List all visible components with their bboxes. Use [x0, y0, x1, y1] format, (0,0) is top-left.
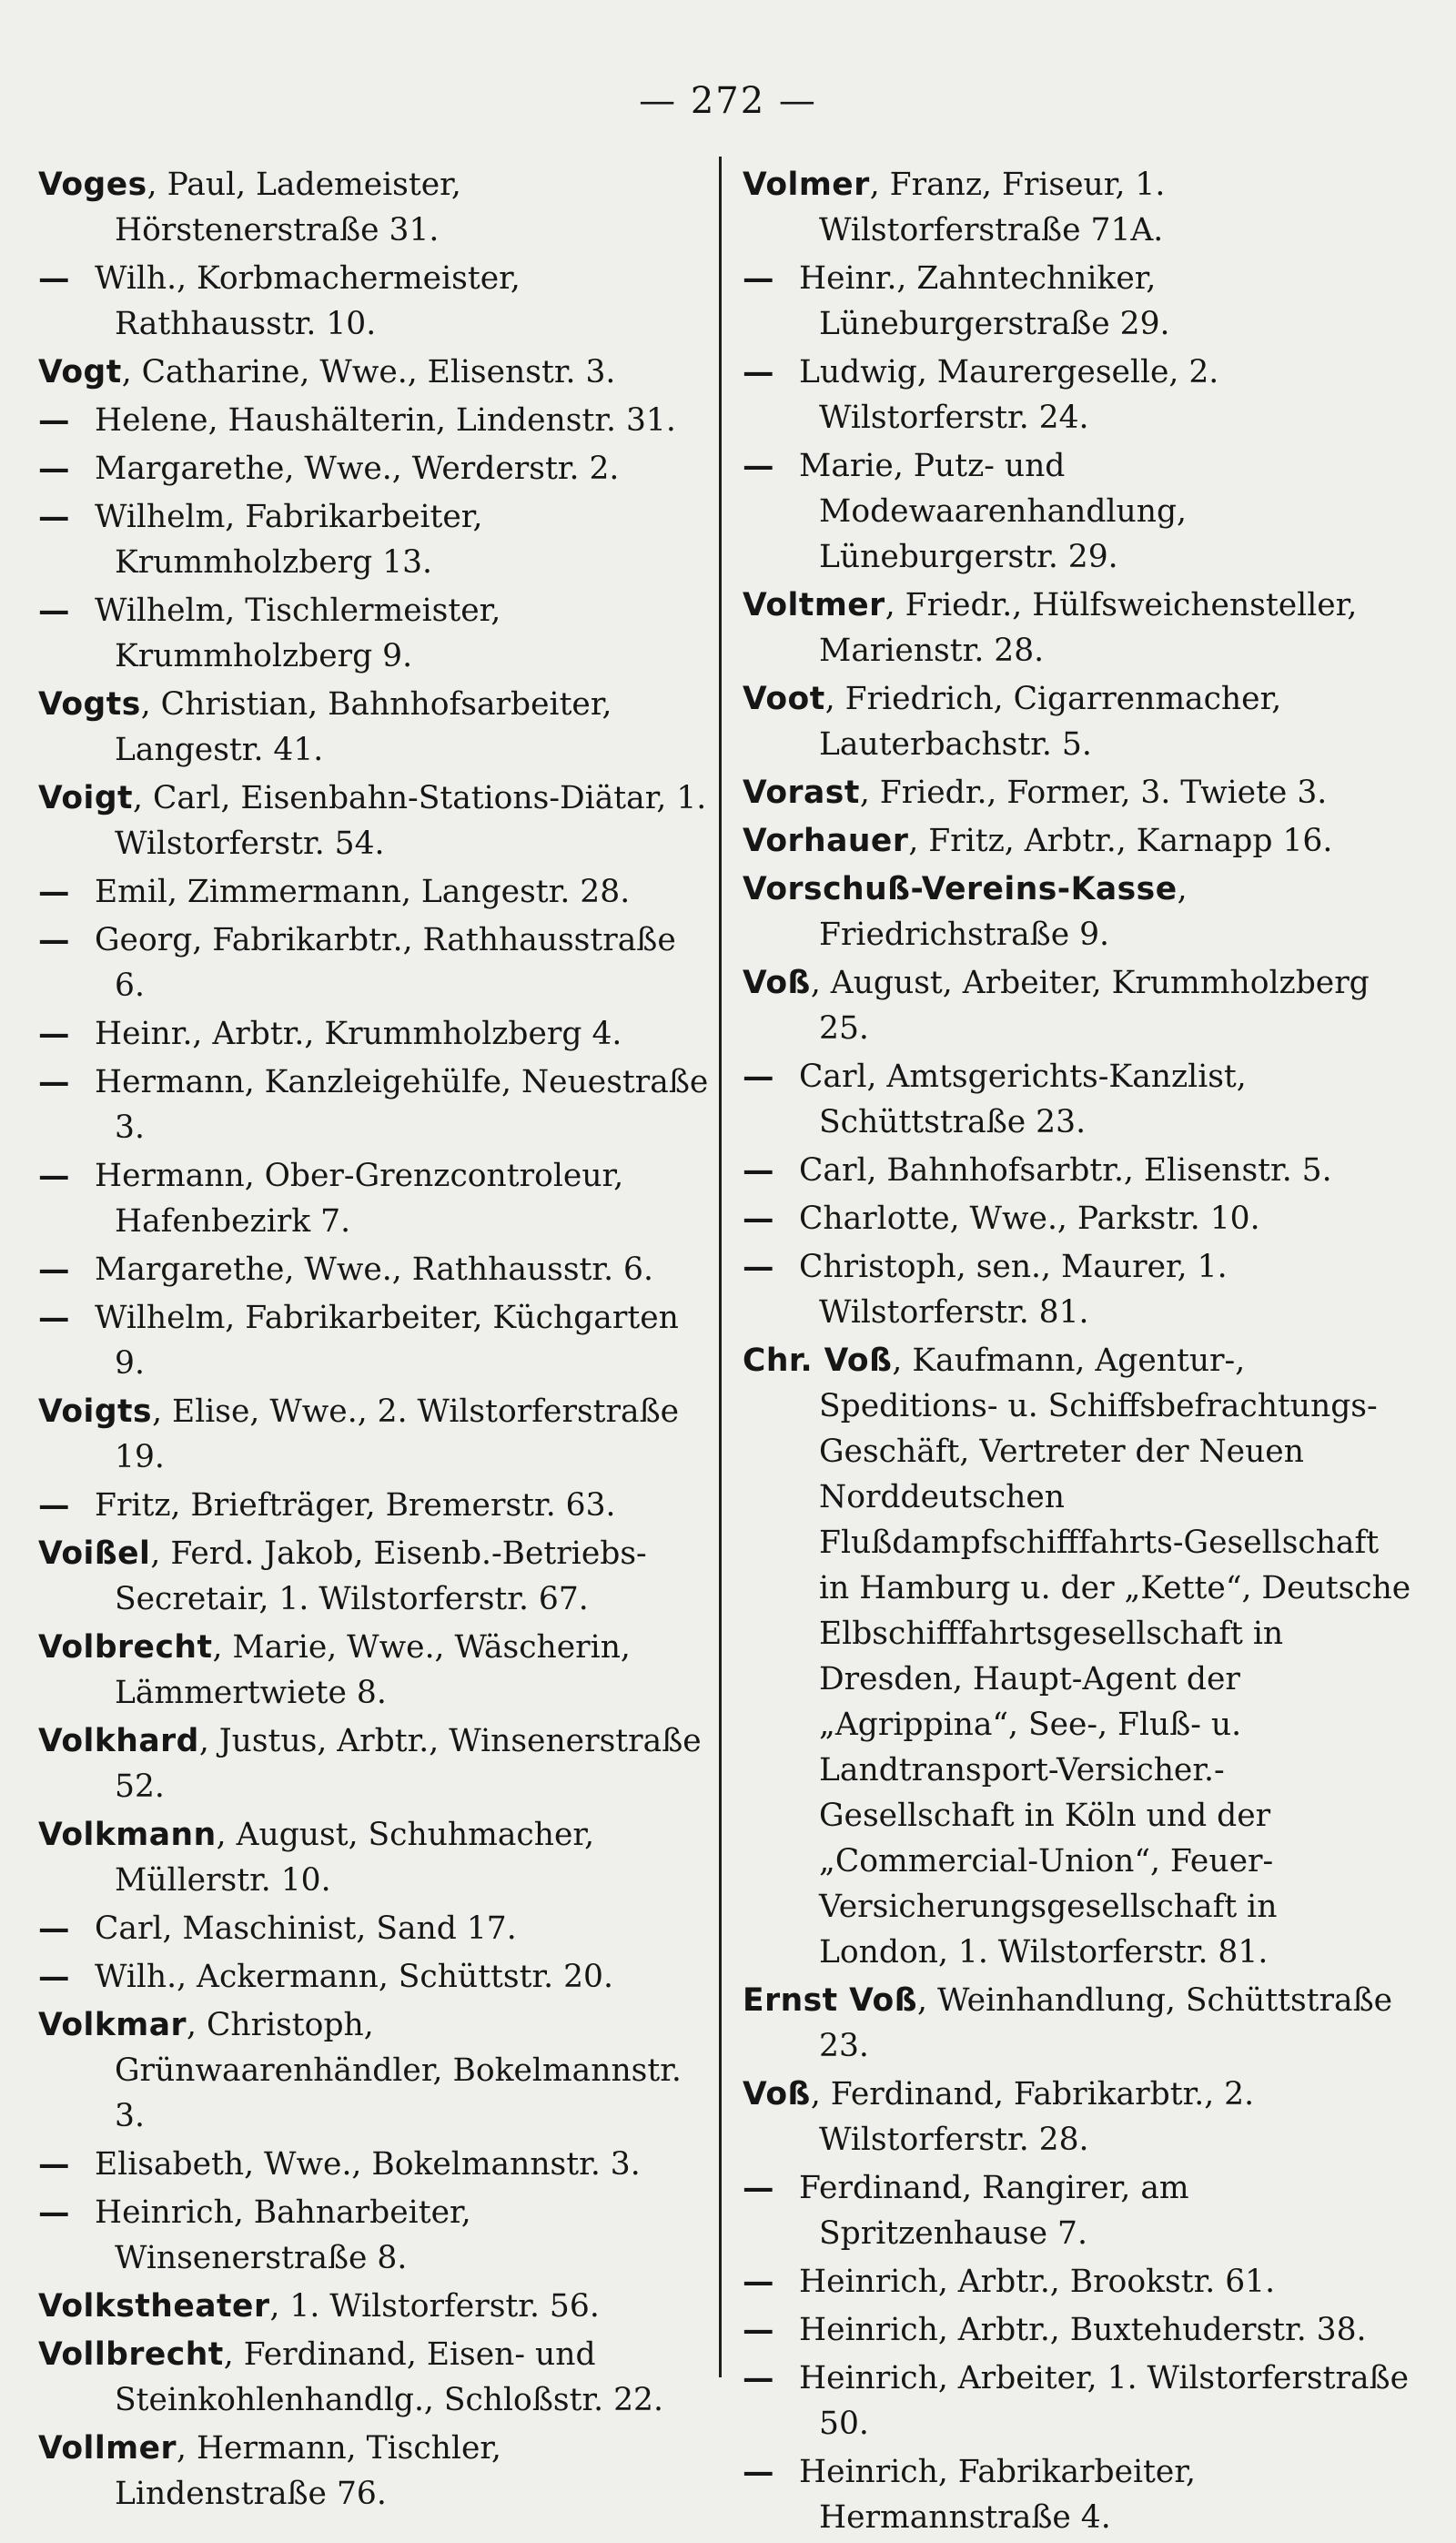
entry-detail: Heinrich, Bahnarbeiter, Winsenerstraße 8. [95, 2194, 471, 2276]
entry-detail: Ludwig, Maurergeselle, 2. Wilstorferstr. 24. [799, 354, 1219, 436]
directory-entry [38, 494, 712, 585]
entry-detail: , August, Schuhmacher, Müllerstr. 10. [115, 1817, 595, 1899]
directory-entry [38, 446, 712, 491]
entry-detail: Margarethe, Wwe., Werderstr. 2. [95, 451, 620, 487]
entry-surname: Vogt [38, 354, 122, 390]
entry-detail: , Franz, Friseur, 1. Wilstorferstraße 71A. [819, 167, 1166, 248]
entry-surname: Volkmann [38, 1817, 217, 1853]
entry-detail: Wilh., Ackermann, Schüttstr. 20. [95, 1959, 613, 1995]
entry-surname: Voß [743, 2076, 811, 2112]
ditto-dash: — [743, 2312, 774, 2348]
directory-entry [743, 2072, 1416, 2163]
entry-detail: , Weinhandlung, Schüttstraße 23. [819, 1982, 1393, 2064]
directory-entry [38, 1954, 712, 2000]
entry-surname: Voot [743, 681, 825, 717]
entry-detail: Fritz, Briefträger, Bremerstr. 63. [95, 1487, 616, 1524]
left-column [33, 162, 712, 2543]
directory-entry [38, 1059, 712, 1150]
ditto-dash: — [38, 1251, 70, 1288]
entry-surname: Volmer [743, 167, 870, 203]
entry-detail: , Ferdinand, Eisen- und Steinkohlenhandlg., Schloßstr. 22. [115, 2336, 663, 2418]
directory-entry [743, 1148, 1416, 1193]
directory-entry [38, 1531, 712, 1622]
ditto-dash: — [38, 2194, 70, 2231]
entry-detail: Carl, Maschinist, Sand 17. [95, 1910, 517, 1947]
directory-entry [38, 1906, 712, 1951]
directory-entry [743, 676, 1416, 767]
ditto-dash: — [743, 2360, 774, 2396]
ditto-dash: — [38, 1158, 70, 1194]
entry-detail: , Ferd. Jakob, Eisenb.-Betriebs-Secretair, 1. Wilstorferstr. 67. [115, 1535, 647, 1617]
entry-detail: , Justus, Arbtr., Winsenerstraße 52. [115, 1723, 702, 1805]
directory-entry [743, 2449, 1416, 2540]
directory-entry [38, 1812, 712, 1903]
entry-detail: Wilhelm, Fabrikarbeiter, Küchgarten 9. [95, 1300, 679, 1382]
entry-detail: , August, Arbeiter, Krummholzberg 25. [810, 965, 1370, 1047]
ditto-dash: — [38, 1300, 70, 1336]
directory-entry [38, 682, 712, 773]
entry-detail: Margarethe, Wwe., Rathhausstr. 6. [95, 1251, 653, 1288]
entry-surname: Voigts [38, 1393, 153, 1430]
directory-entry [38, 1389, 712, 1480]
ditto-dash: — [38, 1910, 70, 1947]
entry-detail: Charlotte, Wwe., Parkstr. 10. [799, 1201, 1260, 1237]
entry-detail: Hermann, Ober-Grenzcontroleur, Hafenbezirk 7. [95, 1158, 624, 1240]
directory-entry [38, 2284, 712, 2329]
entry-detail: Heinrich, Arbtr., Buxtehuderstr. 38. [799, 2312, 1367, 2348]
ditto-dash: — [38, 260, 70, 297]
entry-detail: Heinr., Arbtr., Krummholzberg 4. [95, 1016, 622, 1052]
entry-detail: Heinrich, Arbtr., Brookstr. 61. [799, 2264, 1276, 2300]
entry-detail: Christoph, sen., Maurer, 1. Wilstorferstr. 81. [799, 1249, 1228, 1331]
entry-detail: Wilhelm, Fabrikarbeiter, Krummholzberg 13. [95, 499, 483, 581]
ditto-dash: — [38, 2146, 70, 2183]
directory-entry [743, 1054, 1416, 1145]
entry-surname: Voß [743, 965, 811, 1001]
ditto-dash: — [743, 354, 774, 390]
directory-entry [743, 2356, 1416, 2447]
entry-surname: Volkmar [38, 2007, 187, 2043]
directory-entry [743, 2307, 1416, 2353]
ditto-dash: — [743, 1059, 774, 1095]
directory-entry [38, 2190, 712, 2281]
entry-detail: Marie, Putz- und Modewaarenhandlung, Lüneburgerstr. 29. [799, 448, 1188, 575]
entry-detail: Wilh., Korbmachermeister, Rathhausstr. 10. [95, 260, 521, 342]
ditto-dash: — [38, 402, 70, 439]
ditto-dash: — [743, 2264, 774, 2300]
ditto-dash: — [743, 1152, 774, 1189]
columns [33, 162, 1416, 2543]
directory-entry [743, 2165, 1416, 2256]
directory-entry [38, 2002, 712, 2139]
page-number: — 272 — [639, 80, 817, 122]
directory-entry [38, 162, 712, 253]
entry-detail: , Friedrich, Cigarrenmacher, Lauterbachstr. 5. [819, 681, 1282, 763]
directory-entry [743, 1196, 1416, 1241]
directory-entry [743, 350, 1416, 441]
entry-surname: Volbrecht [38, 1629, 213, 1666]
directory-entry [38, 775, 712, 866]
directory-entry [38, 588, 712, 679]
ditto-dash: — [743, 448, 774, 484]
entry-surname: Volkstheater [38, 2288, 270, 2325]
ditto-dash: — [743, 1201, 774, 1237]
directory-entry [38, 2142, 712, 2187]
entry-detail: , Marie, Wwe., Wäscherin, Lämmertwiete 8. [115, 1629, 631, 1711]
directory-entry [743, 1978, 1416, 2069]
entry-detail: Helene, Haushälterin, Lindenstr. 31. [95, 402, 676, 439]
entry-detail: Heinrich, Arbeiter, 1. Wilstorferstraße 50. [799, 2360, 1410, 2442]
directory-entry [38, 398, 712, 443]
directory-entry [743, 256, 1416, 347]
ditto-dash: — [743, 1249, 774, 1285]
ditto-dash: — [38, 1959, 70, 1995]
entry-surname: Vollmer [38, 2430, 177, 2467]
directory-entry [743, 443, 1416, 580]
directory-entry [743, 2259, 1416, 2305]
entry-detail: , Paul, Lademeister, Hörstenerstraße 31. [115, 167, 461, 248]
ditto-dash: — [38, 1016, 70, 1052]
directory-entry [38, 1153, 712, 1244]
entry-surname: Chr. Voß [743, 1342, 893, 1379]
entry-detail: Ferdinand, Rangirer, am Spritzenhause 7. [799, 2170, 1189, 2252]
entry-detail: , Ferdinand, Fabrikarbtr., 2. Wilstorferstr. 28. [810, 2076, 1255, 2158]
entry-detail: Heinr., Zahntechniker, Lüneburgerstraße 29. [799, 260, 1170, 342]
directory-entry [38, 1718, 712, 1809]
ditto-dash: — [38, 1064, 70, 1100]
directory-entry [38, 256, 712, 347]
entry-detail: , Christian, Bahnhofsarbeiter, Langestr. 41. [115, 686, 612, 768]
directory-entry [743, 818, 1416, 864]
entry-detail: Carl, Amtsgerichts-Kanzlist, Schüttstraße 23. [799, 1059, 1247, 1140]
entry-detail: , Fritz, Arbtr., Karnapp 16. [908, 823, 1333, 859]
entry-detail: Emil, Zimmermann, Langestr. 28. [95, 874, 631, 910]
entry-surname: Vollbrecht [38, 2336, 224, 2373]
entry-surname: Voltmer [743, 587, 885, 623]
entry-detail: Hermann, Kanzleigehülfe, Neuestraße 3. [95, 1064, 709, 1146]
entry-detail: Wilhelm, Tischlermeister, Krummholzberg 9. [95, 593, 501, 674]
directory-entry [38, 350, 712, 395]
directory-entry [38, 1625, 712, 1716]
entry-detail: , Christoph, Grünwaarenhändler, Bokelmannstr. 3. [115, 2007, 682, 2134]
entry-surname: Vorhauer [743, 823, 909, 859]
ditto-dash: — [743, 2170, 774, 2206]
directory-entry [743, 770, 1416, 816]
entry-detail: , Kaufmann, Agentur-, Speditions- u. Schiffsbefrachtungs-Geschäft, Vertreter der Neuen Norddeutschen Flußdampfschifffahrts-Gesellschaft in Hamburg u. der „Kette“, Deutsche Elbschifffahrtsgesellschaft in Dresden, Haupt-Agent der „Agrippina“, See-, Fluß- u. Landtransport-Versicher.-Gesellschaft in Köln und der „Commercial-Union“, Feuer-Versicherungsgesellschaft in London, 1. Wilstorferstr. 81. [819, 1342, 1411, 1971]
directory-entry [38, 1295, 712, 1386]
ditto-dash: — [743, 260, 774, 297]
directory-entry [38, 2332, 712, 2423]
entry-detail: , Friedr., Former, 3. Twiete 3. [859, 775, 1328, 811]
entry-detail: Carl, Bahnhofsarbtr., Elisenstr. 5. [799, 1152, 1332, 1189]
ditto-dash: — [38, 499, 70, 535]
entry-detail: , Friedrichstraße 9. [819, 871, 1188, 953]
directory-entry [743, 583, 1416, 674]
entry-surname: Ernst Voß [743, 1982, 918, 2019]
entry-surname: Voges [38, 167, 147, 203]
directory-entry [38, 917, 712, 1008]
entry-surname: Vorschuß-Vereins-Kasse [743, 871, 1178, 907]
entry-detail: , Friedr., Hülfsweichensteller, Marienstr. 28. [819, 587, 1358, 669]
ditto-dash: — [743, 2454, 774, 2490]
right-column [723, 162, 1416, 2543]
directory-entry [38, 1247, 712, 1292]
entry-surname: Voißel [38, 1535, 151, 1572]
directory-entry [743, 866, 1416, 957]
entry-detail: , Hermann, Tischler, Lindenstraße 76. [115, 2430, 502, 2512]
directory-entry [743, 960, 1416, 1051]
entry-detail: , 1. Wilstorferstr. 56. [269, 2288, 600, 2325]
entry-surname: Vogts [38, 686, 141, 723]
entry-detail: , Carl, Eisenbahn-Stations-Diätar, 1. Wilstorferstr. 54. [115, 780, 707, 862]
ditto-dash: — [38, 1487, 70, 1524]
entry-surname: Voigt [38, 780, 134, 816]
entry-detail: , Elise, Wwe., 2. Wilstorferstraße 19. [115, 1393, 680, 1475]
ditto-dash: — [38, 451, 70, 487]
directory-entry [743, 162, 1416, 253]
ditto-dash: — [38, 922, 70, 958]
ditto-dash: — [38, 874, 70, 910]
directory-entry [38, 2426, 712, 2517]
directory-entry [38, 1483, 712, 1528]
directory-entry [38, 1011, 712, 1057]
entry-detail: Georg, Fabrikarbtr., Rathhausstraße 6. [95, 922, 676, 1004]
entry-surname: Volkhard [38, 1723, 199, 1759]
entry-surname: Vorast [743, 775, 860, 811]
directory-entry [38, 869, 712, 915]
entry-detail: Elisabeth, Wwe., Bokelmannstr. 3. [95, 2146, 641, 2183]
entry-detail: , Catharine, Wwe., Elisenstr. 3. [121, 354, 616, 390]
entry-detail: Heinrich, Fabrikarbeiter, Hermannstraße 4. [799, 2454, 1196, 2536]
ditto-dash: — [38, 593, 70, 629]
directory-entry [743, 1244, 1416, 1335]
directory-entry [743, 1338, 1416, 1975]
